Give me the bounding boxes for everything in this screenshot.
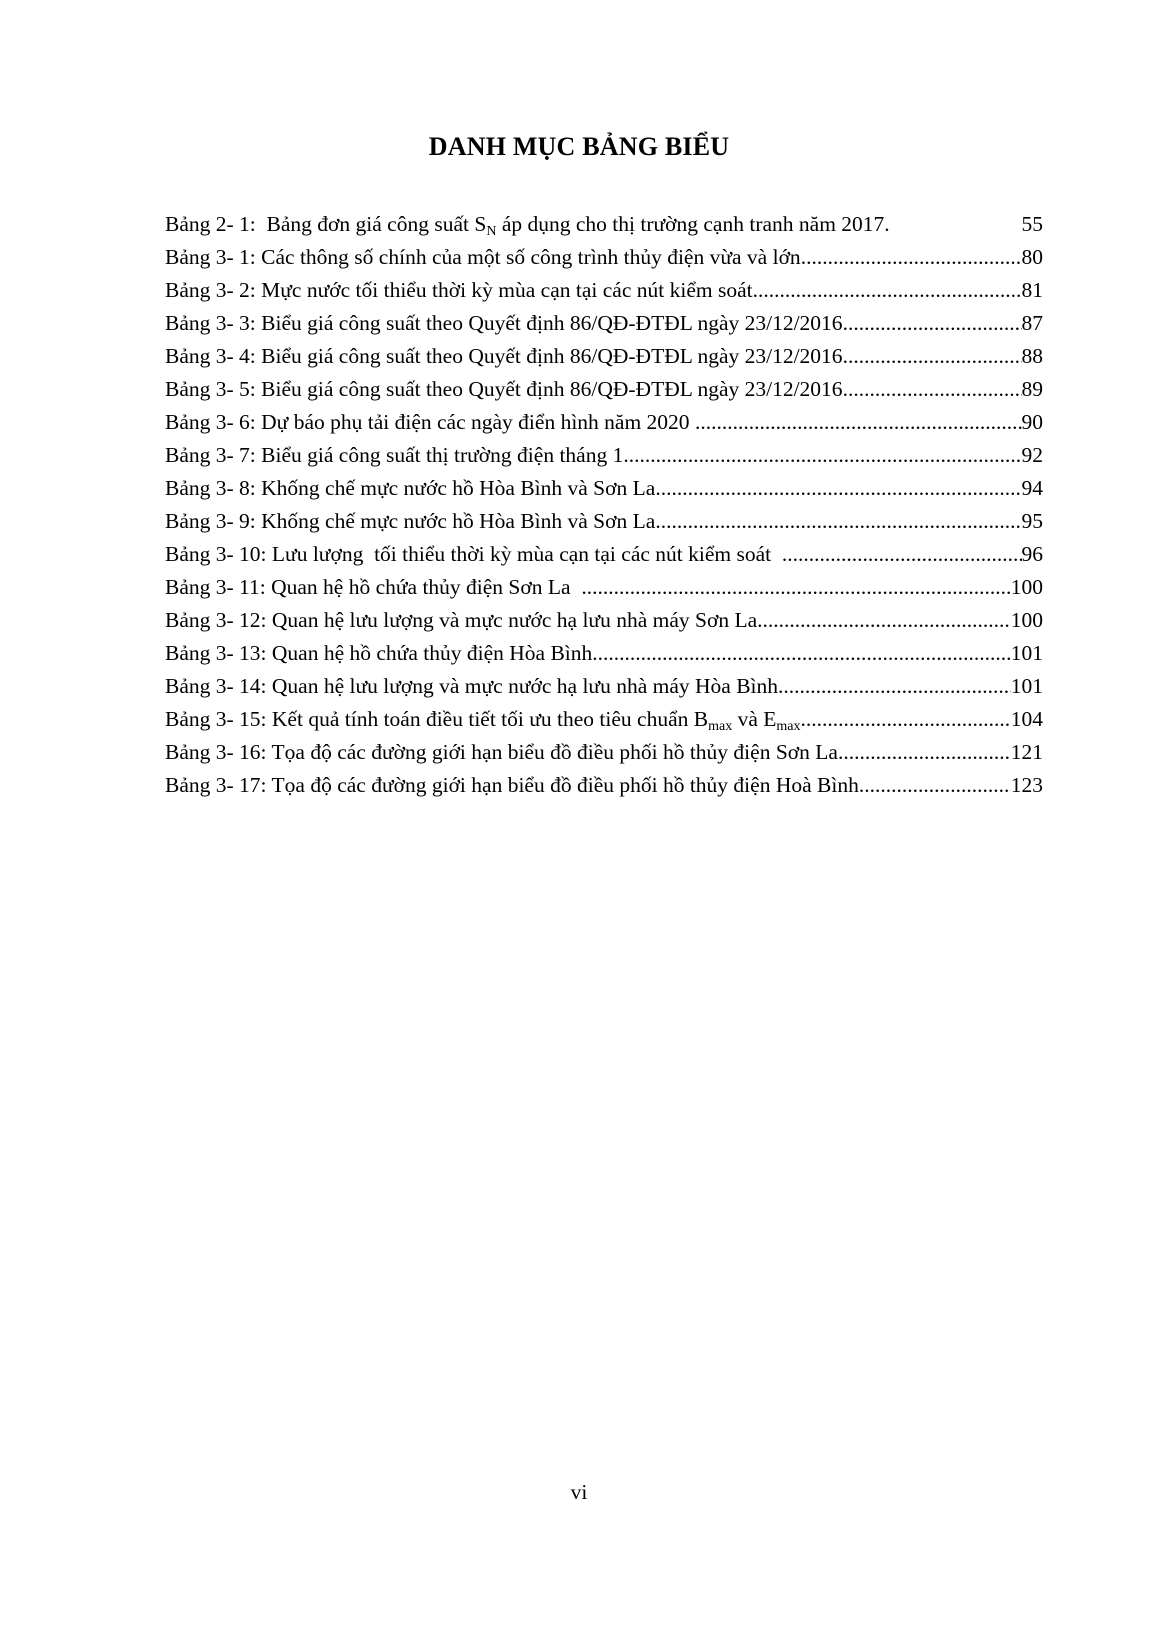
toc-entry[interactable] (165, 406, 1043, 439)
toc-entry-title (256, 406, 695, 439)
toc-entry-page: 101 (1010, 641, 1043, 665)
toc-entry-title (256, 439, 624, 472)
symbol-base: B (693, 707, 709, 731)
toc-entry[interactable] (165, 736, 1043, 769)
toc-entry-title-text: Mực nước tối thiểu thời kỳ mùa cạn tại các nút kiểm soát (255, 278, 753, 302)
toc-entry[interactable] (165, 703, 1043, 736)
toc-entry[interactable] (165, 505, 1043, 538)
toc-entry-title (267, 538, 782, 571)
toc-dot-leader (753, 274, 1022, 307)
toc-entry-title-text: Khống chế mực nước hồ Hòa Bình và Sơn La (255, 476, 656, 500)
toc-entry-title-text: Khống chế mực nước hồ Hòa Bình và Sơn La (255, 509, 656, 533)
toc-entry[interactable] (165, 571, 1043, 604)
toc-entry-page: 101 (1010, 674, 1043, 698)
toc-entry-page: 92 (1021, 443, 1043, 467)
toc-entry-title-text: Tọa độ các đường giới hạn biểu đồ điều phối hồ thủy điện Sơn La (266, 740, 838, 764)
toc-entry-title (256, 373, 843, 406)
toc-entry-title-text: áp dụng cho thị trường cạnh tranh năm 2017 (496, 212, 885, 236)
toc-entry-page: 100 (1010, 608, 1043, 632)
toc-dot-leader (581, 571, 1010, 604)
toc-entry-page: 81 (1021, 278, 1043, 302)
toc-entry-label: Bảng 3- 5: (165, 377, 256, 401)
toc-entry[interactable] (165, 472, 1043, 505)
toc-entry-page: 55 (1021, 212, 1043, 236)
toc-entry-title (267, 604, 758, 637)
toc-entry-label: Bảng 3- 16: (165, 740, 267, 764)
toc-entry-label: Bảng 3- 11: (165, 575, 266, 599)
toc-entry-title (256, 472, 656, 505)
toc-dot-leader (695, 406, 1022, 439)
toc-entry-label: Bảng 2- 1: (165, 212, 256, 236)
toc-dot-leader (843, 307, 1022, 340)
toc-entry-title (267, 670, 779, 703)
symbol-base: E (763, 707, 777, 731)
toc-entry-title-text: Tọa độ các đường giới hạn biểu đồ điều phối hồ thủy điện Hoà Bình (266, 773, 859, 797)
toc-entry-page: 89 (1021, 377, 1043, 401)
toc-entry-label: Bảng 3- 8: (165, 476, 256, 500)
symbol-subscript: max (708, 719, 733, 734)
toc-dot-leader (843, 373, 1022, 406)
toc-entry-label: Bảng 3- 12: (165, 608, 267, 632)
toc-dot-leader (592, 637, 1010, 670)
toc-entry-page: 95 (1021, 509, 1043, 533)
toc-entry-label: Bảng 3- 1: (165, 245, 256, 269)
toc-entry-label: Bảng 3- 6: (165, 410, 256, 434)
symbol-base: S (474, 212, 487, 236)
toc-entry-title-text: Quan hệ lưu lượng và mực nước hạ lưu nhà máy Sơn La (266, 608, 758, 632)
toc-dot-leader (843, 340, 1022, 373)
toc-entry-label: Bảng 3- 3: (165, 311, 256, 335)
toc-entry-title (267, 736, 838, 769)
toc-dot-leader (623, 439, 1021, 472)
toc-entry-title-text: và (732, 707, 764, 731)
toc-dot-leader (801, 241, 1022, 274)
toc-entry[interactable] (165, 241, 1043, 274)
page-title: DANH MỤC BẢNG BIỂU (428, 132, 730, 161)
toc-dot-leader (655, 472, 1021, 505)
toc-entry-label: Bảng 3- 9: (165, 509, 256, 533)
toc-entry[interactable] (165, 604, 1043, 637)
toc-entry-title-text: Bảng đơn giá công suất (255, 212, 475, 236)
toc-entry-title (256, 307, 843, 340)
toc-entry-title-text: Biểu giá công suất theo Quyết định 86/QĐ-ĐTĐL ngày 23/12/2016 (255, 311, 843, 335)
toc-dot-leader (859, 769, 1011, 802)
toc-entry-title (256, 340, 843, 373)
toc-entry-title (256, 274, 753, 307)
toc-entry[interactable] (165, 373, 1043, 406)
toc-entry-title (267, 637, 593, 670)
toc-entry[interactable] (165, 670, 1043, 703)
toc-dot-leader (655, 505, 1021, 538)
toc-entry-title-text: Dự báo phụ tải điện các ngày điển hình năm 2020 (255, 410, 695, 434)
toc-dot-leader (801, 703, 1011, 736)
toc-entry-page: 88 (1021, 344, 1043, 368)
toc-entry-label: Bảng 3- 15: (165, 707, 267, 731)
toc-entry[interactable] (165, 769, 1043, 802)
toc-entry-page: 123 (1010, 773, 1043, 797)
toc-dot-leader (757, 604, 1011, 637)
symbol-subscript: max (776, 719, 801, 734)
toc-entry-page: 96 (1021, 542, 1043, 566)
toc-entry-page: 80 (1021, 245, 1043, 269)
toc-entry[interactable] (165, 307, 1043, 340)
toc-entry-title-text: Quan hệ hồ chứa thủy điện Hòa Bình (266, 641, 593, 665)
toc-entry-page: 121 (1010, 740, 1043, 764)
toc-entry-title (267, 769, 859, 802)
toc-dot-leader (782, 538, 1022, 571)
toc-entry-title (256, 241, 801, 274)
toc-entry[interactable] (165, 538, 1043, 571)
toc-entry-label: Bảng 3- 13: (165, 641, 267, 665)
symbol-subscript: N (486, 224, 497, 239)
toc-entry-title (267, 703, 801, 736)
toc-entry-page: 94 (1021, 476, 1043, 500)
toc-entry-title-text: Kết quả tính toán điều tiết tối ưu theo tiêu chuẩn (266, 707, 694, 731)
toc-entry-title (256, 505, 656, 538)
toc-entry-title-text: Lưu lượng tối thiểu thời kỳ mùa cạn tại các nút kiểm soát (266, 542, 782, 566)
toc-entry-label: Bảng 3- 14: (165, 674, 267, 698)
toc-leader-dot: . (884, 212, 890, 236)
toc-entry-page: 90 (1021, 410, 1043, 434)
toc-entry-title-text: Biểu giá công suất theo Quyết định 86/QĐ-ĐTĐL ngày 23/12/2016 (255, 344, 843, 368)
toc-entry-label: Bảng 3- 10: (165, 542, 267, 566)
toc-entry-title (266, 571, 582, 604)
page-number: vi (570, 1480, 588, 1504)
toc-entry-label: Bảng 3- 2: (165, 278, 256, 302)
toc-entry-title-text: Các thông số chính của một số công trình thủy điện vừa và lớn (255, 245, 801, 269)
toc-entry[interactable] (165, 439, 1043, 472)
toc-entry[interactable] (165, 340, 1043, 373)
toc-entry-page: 104 (1010, 707, 1043, 731)
toc-entry-title (256, 208, 885, 241)
toc-dot-leader (778, 670, 1011, 703)
toc-entry-page: 100 (1010, 575, 1043, 599)
toc-entry-title-text: Quan hệ lưu lượng và mực nước hạ lưu nhà máy Hòa Bình (266, 674, 779, 698)
toc-dot-leader (838, 736, 1011, 769)
toc-entry-title-text: Biểu giá công suất thị trường điện tháng 1 (255, 443, 624, 467)
toc-entry-title-text: Biểu giá công suất theo Quyết định 86/QĐ-ĐTĐL ngày 23/12/2016 (255, 377, 843, 401)
toc-entry-label: Bảng 3- 17: (165, 773, 267, 797)
toc-entry[interactable] (165, 637, 1043, 670)
toc-entry[interactable] (165, 274, 1043, 307)
toc-entry-label: Bảng 3- 4: (165, 344, 256, 368)
toc-entry[interactable] (165, 208, 1043, 241)
toc-entry-title-text: Quan hệ hồ chứa thủy điện Sơn La (265, 575, 582, 599)
toc-entry-page: 87 (1021, 311, 1043, 335)
table-of-tables-list (165, 208, 1043, 802)
toc-entry-label: Bảng 3- 7: (165, 443, 256, 467)
